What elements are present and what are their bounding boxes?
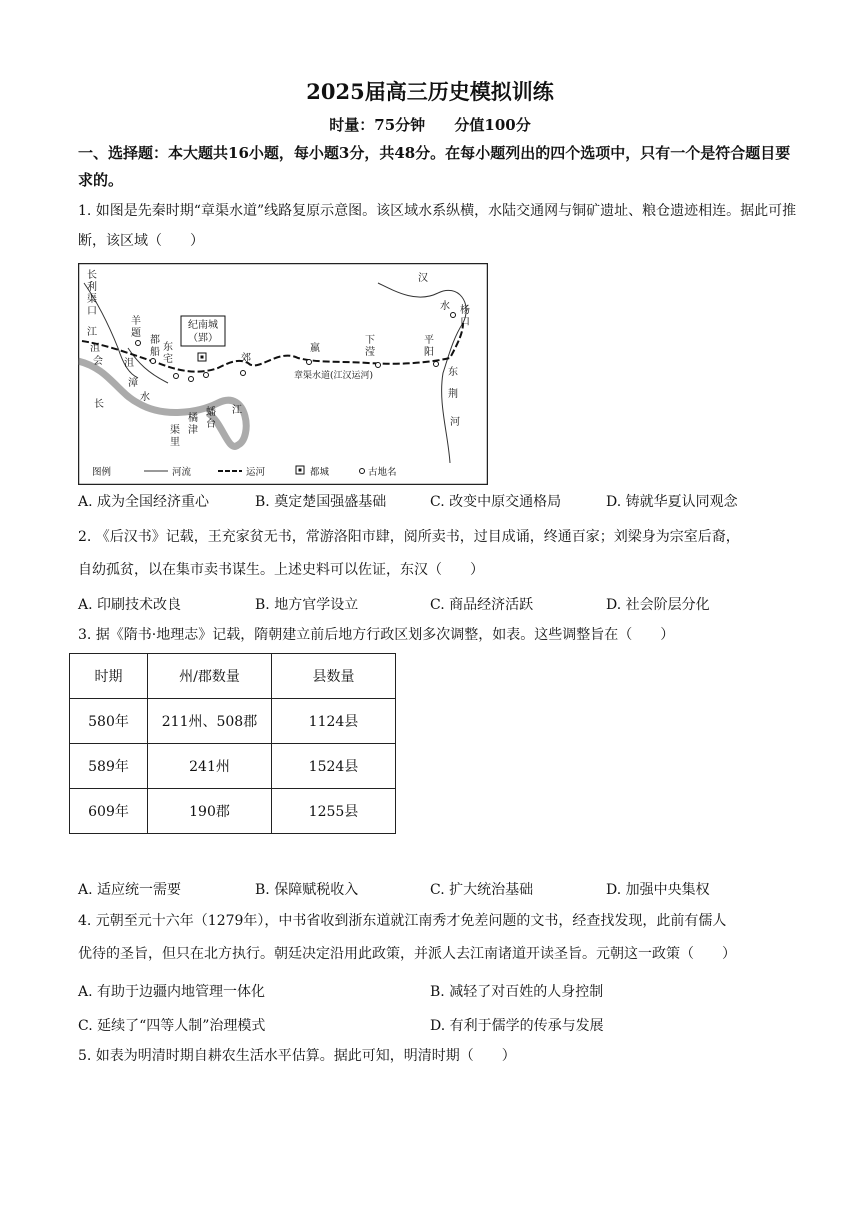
map-label: 里: [170, 437, 180, 448]
table-cell: 589年: [70, 744, 148, 789]
legend-place: 古地名: [368, 467, 397, 478]
map-label: 荆: [448, 389, 458, 400]
table-header-row: [70, 654, 396, 699]
q4-option-b[interactable]: B. 减轻了对百姓的人身控制: [430, 984, 604, 1000]
q2-options: [78, 594, 798, 618]
map-label: 渠: [170, 425, 180, 436]
table-cell: 609年: [70, 789, 148, 834]
q1-option-b[interactable]: B. 奠定楚国强盛基础: [255, 494, 387, 510]
q3-option-b[interactable]: B. 保障赋税收入: [255, 882, 359, 898]
q1-option-d[interactable]: D. 铸就华夏认同观念: [606, 494, 738, 510]
page-title: 2025届高三历史模拟训练: [306, 79, 554, 104]
table-row: [70, 744, 396, 789]
map-canal-label: 章渠水道(江汉运河): [294, 371, 374, 381]
map-label: 江: [87, 327, 97, 338]
table-cell: 1524县: [272, 744, 396, 789]
q2-option-d[interactable]: D. 社会阶层分化: [606, 597, 710, 613]
map-label: 滢: [365, 347, 375, 358]
map-label: 平: [424, 335, 434, 346]
map-label: 水: [140, 392, 150, 403]
q3-stem: 3. 据《隋书·地理志》记载，隋朝建立前后地方行政区划多次调整，如表。这些调整旨在（ ）: [78, 627, 675, 643]
map-label: 口: [460, 317, 470, 328]
q2-option-a[interactable]: A. 印刷技术改良: [78, 597, 182, 613]
section-heading: 一、选择题：本大题共16小题，每小题3分，共48分。在每小题列出的四个选项中，只有一个是符合题目要求的。: [78, 144, 791, 189]
map-label: 渠: [87, 294, 97, 305]
table-cell: 1124县: [272, 699, 396, 744]
table-row: [70, 699, 396, 744]
exam-info: [0, 114, 860, 135]
legend-city: 都城: [310, 467, 330, 478]
map-label: 下: [365, 335, 375, 346]
map-label: 题: [131, 328, 141, 339]
map-label: 利: [87, 282, 97, 293]
table-cell: 241州: [148, 744, 272, 789]
map-label: 阳: [424, 347, 434, 358]
map-label: 汉: [418, 273, 428, 284]
legend-title: 图例: [92, 467, 112, 478]
table-header: 州/郡数量: [148, 654, 272, 699]
exam-score: 分值100分: [454, 116, 531, 134]
table-header: 县数量: [272, 654, 396, 699]
table-row: [70, 789, 396, 834]
map-label: 长: [94, 399, 104, 410]
q1-option-a[interactable]: A. 成为全国经济重心: [78, 494, 210, 510]
map-label: 沮: [90, 343, 100, 354]
q4-options-row2: [78, 1015, 798, 1039]
q4-stem-line1: 4. 元朝至元十六年（1279年），中书省收到浙东道就江南秀才免差问题的文书，经查找发现，此前有儒人: [78, 913, 727, 929]
legend-canal: 运河: [246, 467, 266, 478]
q3-table: [69, 653, 396, 834]
table-cell: 211州、508郡: [148, 699, 272, 744]
q2-option-c[interactable]: C. 商品经济活跃: [430, 597, 534, 613]
q4-option-a[interactable]: A. 有助于边疆内地管理一体化: [78, 984, 266, 1000]
map-label: 水: [440, 301, 450, 312]
table-header: 时期: [70, 654, 148, 699]
map-label: 口: [87, 306, 97, 317]
legend-river: 河流: [172, 467, 192, 478]
map-label: 宅: [163, 354, 173, 365]
map-label: 嬴: [310, 343, 320, 354]
q4-option-d[interactable]: D. 有利于儒学的传承与发展: [430, 1018, 604, 1034]
q3-option-c[interactable]: C. 扩大统治基础: [430, 882, 534, 898]
map-label: 都: [150, 335, 160, 346]
q1-option-c[interactable]: C. 改变中原交通格局: [430, 494, 562, 510]
table-cell: 190郡: [148, 789, 272, 834]
q4-options-row1: [78, 981, 798, 1005]
q1-stem: 1. 如图是先秦时期“章渠水道”线路复原示意图。该区域水系纵横，水陆交通网与铜矿遗址、粮仓遗迹相连。据此可推断，该区域（ ）: [78, 203, 797, 249]
map-label: 东: [163, 342, 173, 353]
q2-option-b[interactable]: B. 地方官学设立: [255, 597, 359, 613]
map-label: 河: [450, 417, 460, 428]
map-label: 津: [188, 425, 198, 436]
map-label: 江: [232, 405, 242, 416]
exam-time: 时量：75分钟: [329, 116, 426, 134]
map-label: 漳: [128, 378, 138, 389]
map-label: 船: [150, 347, 160, 358]
q1-options: [78, 491, 798, 515]
map-label: 沮: [124, 358, 134, 369]
q1-map: [78, 263, 488, 485]
q2-stem-line1: 2. 《后汉书》记载，王充家贫无书，常游洛阳市肆，阅所卖书，过目成诵，终通百家；刘梁身为宗室后裔，: [78, 529, 740, 545]
table-cell: 1255县: [272, 789, 396, 834]
map-label: 郊: [241, 353, 251, 364]
map-label: 橘: [188, 413, 198, 424]
q4-option-c[interactable]: C. 延续了“四等人制”治理模式: [78, 1018, 266, 1034]
q4-stem-line2: 优待的圣旨，但只在北方执行。朝廷决定沿用此政策，并派人去江南诸道开读圣旨。元朝这一政策（ ）: [78, 946, 736, 962]
map-label: 蟠: [206, 407, 216, 418]
table-cell: 580年: [70, 699, 148, 744]
map-label: 羊: [131, 316, 141, 327]
q2-stem-line2: 自幼孤贫，以在集市卖书谋生。上述史料可以佐证，东汉（ ）: [78, 562, 484, 578]
q3-option-d[interactable]: D. 加强中央集权: [606, 882, 710, 898]
map-label: 台: [206, 419, 216, 430]
map-label: 杨: [460, 305, 470, 316]
map-label: 长: [87, 270, 97, 281]
q5-stem: 5. 如表为明清时期自耕农生活水平估算。据此可知，明清时期（ ）: [78, 1048, 516, 1064]
map-label: 东: [448, 367, 458, 378]
map-city-alt: （郢）: [188, 333, 218, 344]
map-label: 会: [93, 356, 103, 367]
q3-options: [78, 879, 798, 903]
map-city-name: 纪南城: [188, 320, 218, 331]
q3-option-a[interactable]: A. 适应统一需要: [78, 882, 182, 898]
